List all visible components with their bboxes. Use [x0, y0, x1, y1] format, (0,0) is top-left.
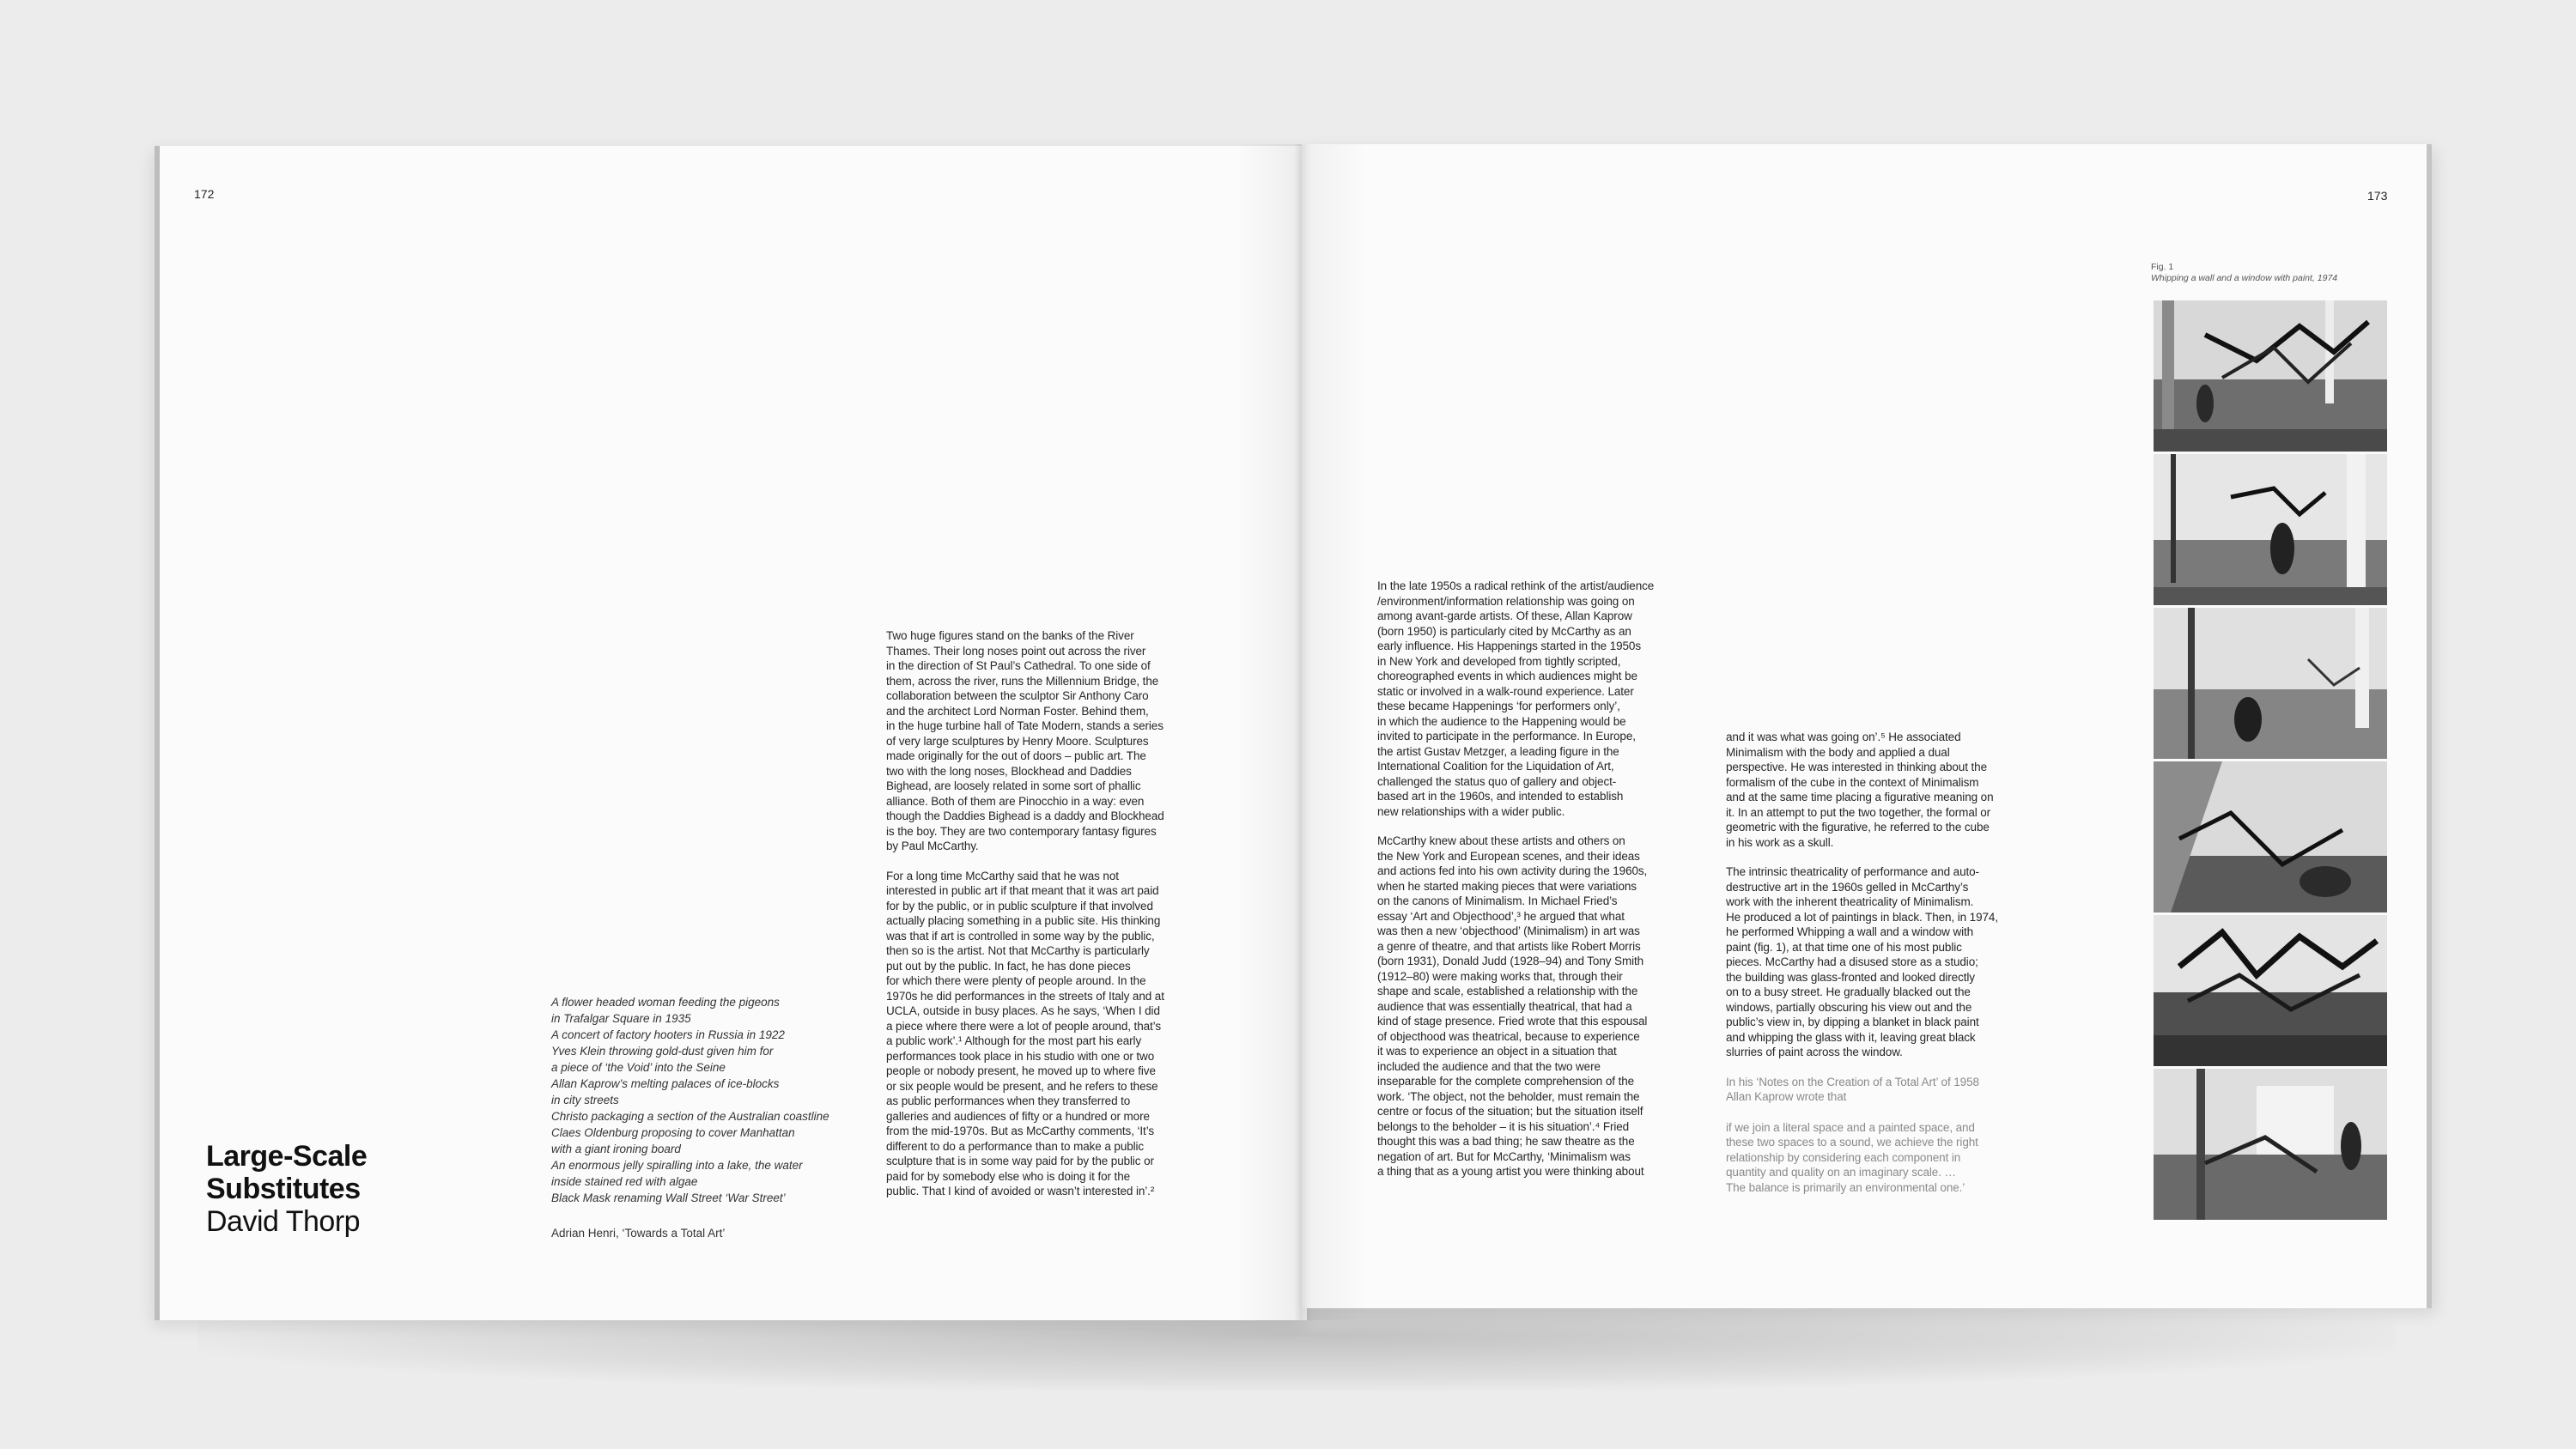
epigraph-line: An enormous jelly spiralling into a lake, the water	[551, 1159, 803, 1172]
epigraph-attribution: Adrian Henri, ‘Towards a Total Art’	[551, 1227, 726, 1240]
kaprow-quote: if we join a literal space and a painted space, and these two spaces to a sound, we achieve the right relationship by considering each component in quantity and quality on an imaginary scale. … The balance is primarily an environmental one.’	[1726, 1120, 1978, 1194]
page-number-right: 173	[2367, 189, 2388, 203]
column-1-paragraph-2: For a long time McCarthy said that he was not interested in public art if that meant that it was art paid for by the public, or in public sculpture if that involved actually placing something in a public site. His thinking was that if art is controlled in some way by the public, then so is the artist. Not that McCarthy is particularly put out by the public. In fact, he has done pieces for which there were plenty of people around. In the 1970s he did performances in the streets of Italy and at UCLA, outside in busy places. As he says, ‘When I did a piece where there were a lot of people around, that’s a public work’.¹ Although for the most part his early performances took place in his studio with one or two people or nobody present, he moved up to where five or six people would be present, and he refers to these as public performances when they transferred to galleries and audiences of fifty or a hundred or more from the mid-1970s. But as McCarthy comments, ‘It’s different to do a performance than to make a public sculpture that is in some way paid for by the public or paid for by somebody else who is doing it for the public. That I kind of avoided or wasn’t interested in’.²	[886, 869, 1164, 1197]
body-column-3	[1726, 730, 2052, 1195]
article-author: David Thorp	[206, 1205, 361, 1238]
epigraph-line: Claes Oldenburg proposing to cover Manhattan	[551, 1126, 795, 1139]
body-column-2	[1377, 579, 1704, 1179]
photo-frame	[2154, 761, 2387, 912]
epigraph-line: in Trafalgar Square in 1935	[551, 1012, 691, 1025]
photo-frame	[2154, 1069, 2387, 1220]
epigraph-line: inside stained red with algae	[551, 1175, 698, 1188]
column-3-paragraph-2: The intrinsic theatricality of performance and auto- destructive art in the 1960s gelled in McCarthy’s work with the inherent theatricality of Minimalism. He produced a lot of paintings in black. Then, in 1974, he performed Whipping a wall and a window with paint (fig. 1), at that time one of his most public pieces. McCarthy had a disused store as a studio; the building was glass-fronted and looked directly on to a busy street. He gradually blacked out the windows, partially obscuring his view out and the public’s view in, by dipping a blanket in black paint and whipping the glass with it, leaving great black slurries of paint across the window.	[1726, 865, 1998, 1058]
figure-caption-text: Whipping a wall and a window with paint, 1974	[2151, 273, 2338, 283]
epigraph-line: Christo packaging a section of the Australian coastline	[551, 1110, 829, 1123]
photo-frame	[2154, 454, 2387, 605]
epigraph-line: A flower headed woman feeding the pigeons	[551, 996, 780, 1009]
epigraph-line: A concert of factory hooters in Russia in 1922	[551, 1028, 785, 1041]
epigraph-line: Allan Kaprow’s melting palaces of ice-blocks	[551, 1077, 780, 1090]
epigraph-line: Yves Klein throwing gold-dust given him for	[551, 1045, 774, 1058]
epigraph-line: with a giant ironing board	[551, 1143, 681, 1155]
column-2-paragraph-1: In the late 1950s a radical rethink of the artist/audience /environment/information relationship was going on among avant-garde artists. Of these, Allan Kaprow (born 1950) is particularly cited by McCarthy as an early influence. His Happenings started in the 1950s in New York and developed from tightly scripted, choreographed events in which audiences might be static or involved in a walk-round experience. Later these became Happenings ‘for performers only’, in which the audience to the Happening would be invited to participate in the performance. In Europe, the artist Gustav Metzger, a leading figure in the International Coalition for the Liquidation of Art, challenged the status quo of gallery and object- based art in the 1960s, and intended to establish new relationships with a wider public.	[1377, 579, 1655, 818]
column-3-paragraph-3: In his ‘Notes on the Creation of a Total Art’ of 1958 Allan Kaprow wrote that	[1726, 1075, 1979, 1103]
article-title-line-2: Substitutes	[206, 1173, 361, 1205]
column-3-paragraph-1: and it was what was going on’.⁵ He associated Minimalism with the body and applied a dual perspective. He was interested in thinking about the formalism of the cube in the context of Minimalism and at the same time placing a figurative meaning on it. In an attempt to put the two together, the formal or geometric with the figurative, he referred to the cube in his work as a skull.	[1726, 731, 1994, 849]
article-title-line-1: Large-Scale	[206, 1140, 368, 1173]
photo-frame	[2154, 608, 2387, 759]
photo-frame	[2154, 915, 2387, 1066]
figure-caption	[2151, 262, 2337, 284]
epigraph-line: Black Mask renaming Wall Street ‘War Street’	[551, 1191, 786, 1204]
epigraph	[551, 994, 860, 1241]
article-title-block	[206, 1140, 481, 1238]
figure-photo-strip	[2154, 300, 2387, 1222]
figure-label: Fig. 1	[2151, 262, 2174, 272]
epigraph-line: in city streets	[551, 1094, 619, 1106]
body-column-1	[886, 628, 1206, 1199]
epigraph-line: a piece of ‘the Void’ into the Seine	[551, 1061, 726, 1074]
column-2-paragraph-2: McCarthy knew about these artists and others on the New York and European scenes, and their ideas and actions fed into his own activity during the 1960s, when he started making pieces that were variations on the canons of Minimalism. In Michael Fried’s essay ‘Art and Objecthood’,³ he argued that what was then a new ‘objecthood’ (Minimalism) in art was a genre of theatre, and that artists like Robert Morris (born 1931), Donald Judd (1928–94) and Tony Smith (1912–80) were making works that, through their shape and scale, established a relationship with the audience that was essentially theatrical, that had a kind of stage presence. Fried wrote that this espousal of objecthood was theatrical, because to experience it was to experience an object in a situation that included the audience and that the two were inseparable for the complete comprehension of the work. ‘The object, not the beholder, must remain the centre or focus of the situation; but the situation itself belongs to the beholder – it is his situation’.⁴ Fried thought this was a bad thing; he saw theatre as the negation of art. But for McCarthy, ‘Minimalism was a thing that as a young artist you were thinking about	[1377, 834, 1648, 1178]
page-number-left: 172	[194, 187, 215, 201]
photo-frame	[2154, 300, 2387, 452]
column-1-paragraph-1: Two huge figures stand on the banks of the River Thames. Their long noses point out across the river in the direction of St Paul’s Cathedral. To one side of them, across the river, runs the Millennium Bridge, the collaboration between the sculptor Sir Anthony Caro and the architect Lord Norman Foster. Behind them, in the huge turbine hall of Tate Modern, stands a series of very large sculptures by Henry Moore. Sculptures made originally for the out of doors – public art. The two with the long noses, Blockhead and Daddies Bighead, are loosely related in some sort of phallic alliance. Both of them are Pinocchio in a way: even though the Daddies Bighead is a daddy and Blockhead is the boy. They are two contemporary fantasy figures by Paul McCarthy.	[886, 629, 1164, 852]
